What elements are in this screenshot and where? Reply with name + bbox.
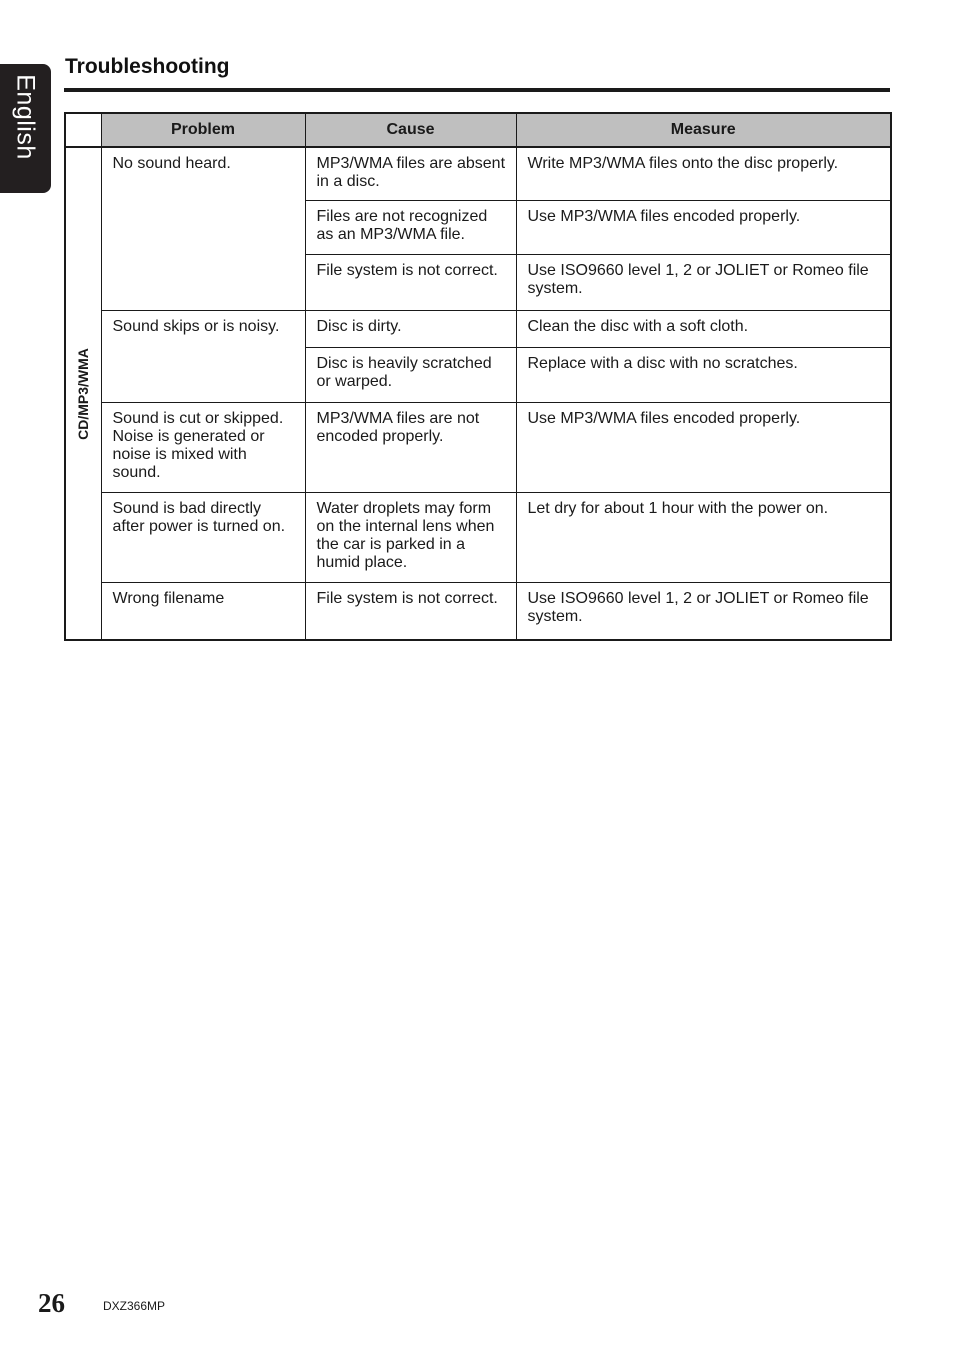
section-title: Troubleshooting: [65, 55, 230, 78]
cause-cell: File system is not correct.: [305, 254, 516, 310]
page-number: 26: [38, 1288, 65, 1318]
cause-cell: Disc is dirty.: [305, 310, 516, 347]
cause-cell: MP3/WMA files are absent in a disc.: [305, 147, 516, 200]
cause-cell: Water droplets may form on the internal lens when the car is parked in a humid place.: [305, 492, 516, 582]
table-row: [65, 402, 891, 492]
model-number: DXZ366MP: [103, 1299, 166, 1313]
measure-cell: Use MP3/WMA files encoded properly.: [516, 402, 891, 492]
measure-cell: Replace with a disc with no scratches.: [516, 347, 891, 402]
measure-cell: Use ISO9660 level 1, 2 or JOLIET or Romeo file system.: [516, 582, 891, 640]
cause-cell: Files are not recognized as an MP3/WMA file.: [305, 200, 516, 254]
measure-cell: Use MP3/WMA files encoded properly.: [516, 200, 891, 254]
header-measure: Measure: [516, 113, 891, 147]
table-header-row: [65, 113, 891, 147]
table-row: [65, 582, 891, 640]
cause-cell: File system is not correct.: [305, 582, 516, 640]
header-problem: Problem: [101, 113, 305, 147]
measure-cell: Clean the disc with a soft cloth.: [516, 310, 891, 347]
problem-cell: Sound is cut or skipped. Noise is generated or noise is mixed with sound.: [101, 402, 305, 492]
problem-cell: Sound is bad directly after power is turned on.: [101, 492, 305, 582]
language-tab-label: English: [11, 74, 40, 160]
cause-cell: Disc is heavily scratched or warped.: [305, 347, 516, 402]
table-row: [65, 492, 891, 582]
category-label: CD/MP3/WMA: [75, 347, 92, 440]
table-row: [65, 310, 891, 347]
category-cell: [65, 147, 101, 640]
title-rule: [64, 88, 890, 92]
cause-cell: MP3/WMA files are not encoded properly.: [305, 402, 516, 492]
header-cause: Cause: [305, 113, 516, 147]
problem-cell: Wrong filename: [101, 582, 305, 640]
measure-cell: Write MP3/WMA files onto the disc properly.: [516, 147, 891, 200]
problem-cell: No sound heard.: [101, 147, 305, 310]
measure-cell: Let dry for about 1 hour with the power on.: [516, 492, 891, 582]
troubleshooting-table: [64, 112, 892, 641]
table-row: [65, 147, 891, 200]
header-blank-cell: [65, 113, 101, 147]
problem-cell: Sound skips or is noisy.: [101, 310, 305, 402]
measure-cell: Use ISO9660 level 1, 2 or JOLIET or Romeo file system.: [516, 254, 891, 310]
